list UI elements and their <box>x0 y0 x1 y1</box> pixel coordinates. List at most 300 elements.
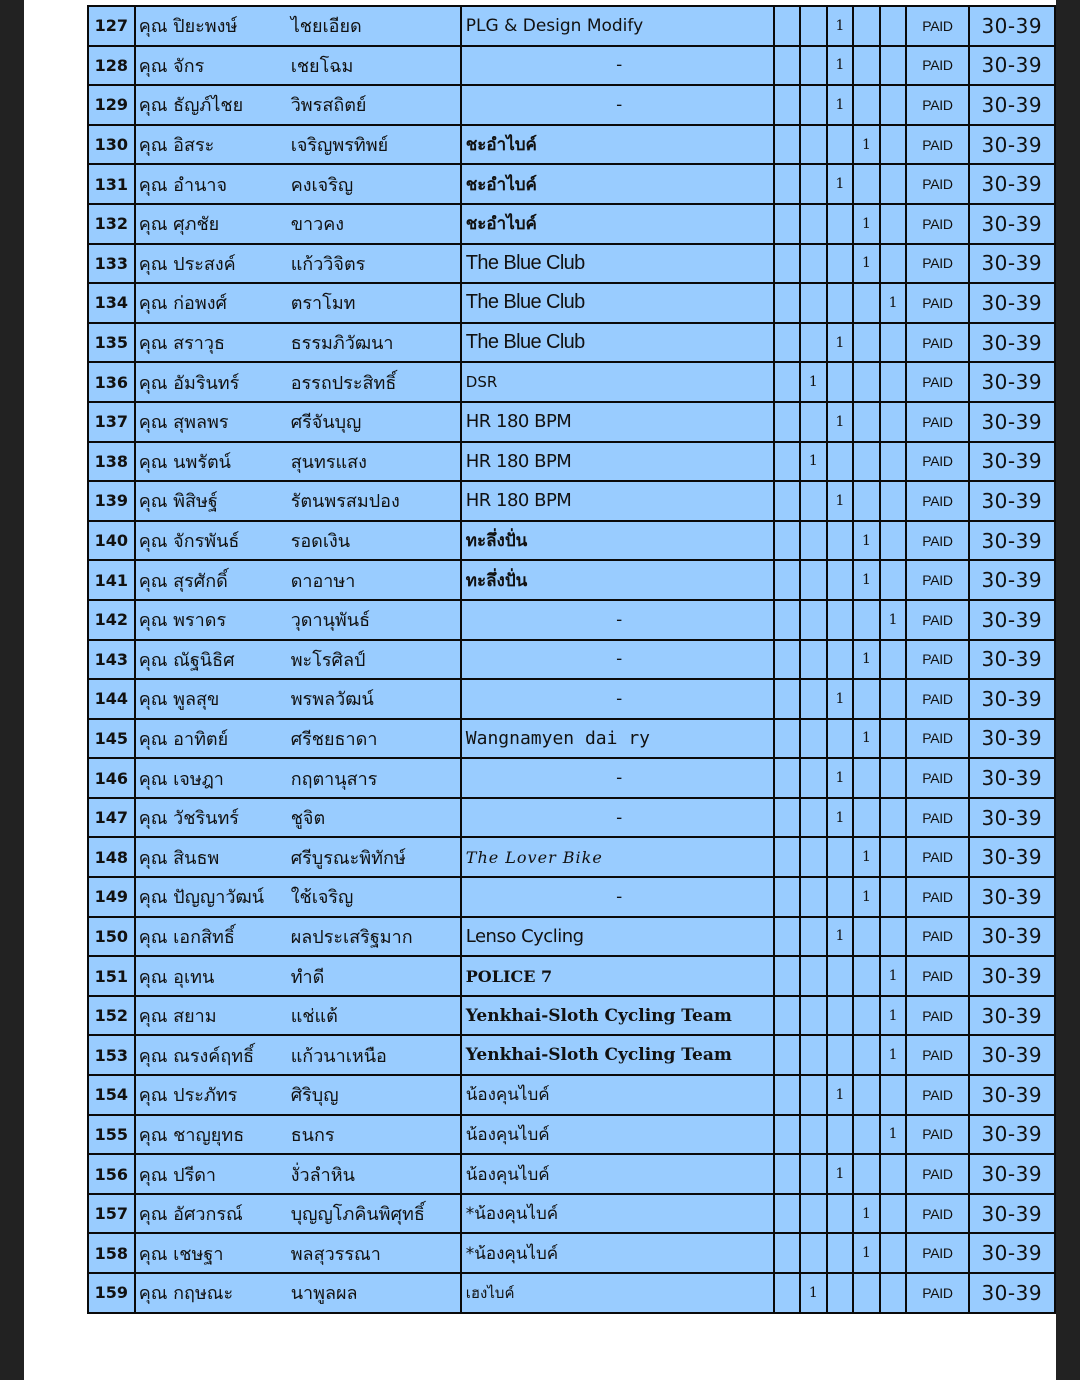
category-count-2 <box>800 917 827 957</box>
category-count-5 <box>880 125 907 165</box>
last-name: ขาวคง <box>290 214 345 236</box>
team-name: HR 180 BPM <box>461 481 774 521</box>
participant-table <box>87 5 1056 1314</box>
full-name-cell <box>135 1115 461 1155</box>
last-name: พรพลวัฒน์ <box>290 689 374 711</box>
category-count-1 <box>774 877 800 917</box>
age-group: 30-39 <box>969 125 1055 165</box>
category-count-4: 1 <box>853 640 880 680</box>
last-name: ใช้เจริญ <box>290 887 354 909</box>
last-name: พลสุวรรณา <box>290 1243 381 1265</box>
team-name: Yenkhai-Sloth Cycling Team <box>461 1035 774 1075</box>
full-name-cell <box>135 560 461 600</box>
participant-table-body <box>88 6 1055 1313</box>
table-row <box>88 640 1055 680</box>
category-count-3 <box>827 1194 854 1234</box>
full-name-cell <box>135 323 461 363</box>
payment-status: PAID <box>906 1075 968 1115</box>
category-count-1 <box>774 1035 800 1075</box>
table-row <box>88 362 1055 402</box>
row-number: 152 <box>88 996 135 1036</box>
table-row <box>88 46 1055 86</box>
category-count-1 <box>774 442 800 482</box>
table-row <box>88 1115 1055 1155</box>
category-count-1 <box>774 46 800 86</box>
first-name: คุณ อุเทน <box>138 966 215 988</box>
category-count-1 <box>774 996 800 1036</box>
category-count-3: 1 <box>827 164 854 204</box>
row-number: 155 <box>88 1115 135 1155</box>
payment-status: PAID <box>906 1115 968 1155</box>
first-name: คุณ ก่อพงศ์ <box>138 293 227 315</box>
full-name-cell <box>135 600 461 640</box>
category-count-4 <box>853 481 880 521</box>
age-group: 30-39 <box>969 6 1055 46</box>
payment-status: PAID <box>906 917 968 957</box>
category-count-2 <box>800 402 827 442</box>
category-count-5: 1 <box>880 956 907 996</box>
category-count-2 <box>800 1115 827 1155</box>
category-count-3: 1 <box>827 402 854 442</box>
category-count-3: 1 <box>827 679 854 719</box>
last-name: คงเจริญ <box>290 174 354 196</box>
payment-status: PAID <box>906 283 968 323</box>
category-count-4 <box>853 1273 880 1313</box>
last-name: ดาอาษา <box>290 570 356 592</box>
team-name: - <box>461 600 774 640</box>
category-count-4 <box>853 46 880 86</box>
team-name: น้องคุนไบค์ <box>461 1075 774 1115</box>
category-count-3: 1 <box>827 85 854 125</box>
last-name: แช่แต้ <box>290 1006 338 1028</box>
age-group: 30-39 <box>969 679 1055 719</box>
table-row <box>88 917 1055 957</box>
first-name: คุณ สินธพ <box>138 847 220 869</box>
first-name: คุณ วัชรินทร์ <box>138 808 239 830</box>
team-name: - <box>461 640 774 680</box>
category-count-3 <box>827 362 854 402</box>
first-name: คุณ เจษฎา <box>138 768 224 790</box>
last-name: แก้วนาเหนือ <box>290 1045 387 1067</box>
category-count-1 <box>774 1273 800 1313</box>
team-name: ชะอำไบค์ <box>461 164 774 204</box>
category-count-5 <box>880 402 907 442</box>
category-count-1 <box>774 362 800 402</box>
category-count-4: 1 <box>853 204 880 244</box>
full-name-cell <box>135 1273 461 1313</box>
row-number: 129 <box>88 85 135 125</box>
category-count-5 <box>880 442 907 482</box>
age-group: 30-39 <box>969 46 1055 86</box>
table-row <box>88 85 1055 125</box>
category-count-5 <box>880 798 907 838</box>
category-count-4 <box>853 798 880 838</box>
category-count-4: 1 <box>853 877 880 917</box>
payment-status: PAID <box>906 600 968 640</box>
last-name: ไชยเอียด <box>290 16 362 38</box>
table-row <box>88 323 1055 363</box>
category-count-1 <box>774 125 800 165</box>
category-count-2 <box>800 679 827 719</box>
full-name-cell <box>135 481 461 521</box>
team-name: ทะลึ่งปั่น <box>461 521 774 561</box>
category-count-4 <box>853 85 880 125</box>
payment-status: PAID <box>906 481 968 521</box>
age-group: 30-39 <box>969 640 1055 680</box>
category-count-3: 1 <box>827 758 854 798</box>
team-name: Lenso Cycling <box>461 917 774 957</box>
category-count-5: 1 <box>880 283 907 323</box>
payment-status: PAID <box>906 125 968 165</box>
age-group: 30-39 <box>969 1194 1055 1234</box>
category-count-4 <box>853 1035 880 1075</box>
payment-status: PAID <box>906 679 968 719</box>
row-number: 153 <box>88 1035 135 1075</box>
category-count-3: 1 <box>827 1154 854 1194</box>
row-number: 157 <box>88 1194 135 1234</box>
category-count-1 <box>774 719 800 759</box>
category-count-4: 1 <box>853 521 880 561</box>
full-name-cell <box>135 283 461 323</box>
last-name: นาพูลผล <box>290 1283 358 1305</box>
team-name: The Lover Bike <box>461 837 774 877</box>
category-count-4 <box>853 323 880 363</box>
category-count-3 <box>827 640 854 680</box>
category-count-2 <box>800 798 827 838</box>
team-name: - <box>461 85 774 125</box>
category-count-5 <box>880 164 907 204</box>
row-number: 158 <box>88 1233 135 1273</box>
last-name: ธรรมภิวัฒนา <box>290 333 394 355</box>
first-name: คุณ จักรพันธ์ <box>138 531 240 553</box>
first-name: คุณ เชษฐา <box>138 1243 224 1265</box>
category-count-3 <box>827 521 854 561</box>
last-name: พะโรศิลป์ <box>290 649 366 671</box>
table-row <box>88 442 1055 482</box>
table-row <box>88 996 1055 1036</box>
team-name: - <box>461 758 774 798</box>
payment-status: PAID <box>906 521 968 561</box>
category-count-3 <box>827 956 854 996</box>
full-name-cell <box>135 877 461 917</box>
team-name: *น้องคุนไบค์ <box>461 1194 774 1234</box>
first-name: คุณ อาทิตย์ <box>138 728 229 750</box>
category-count-2 <box>800 481 827 521</box>
payment-status: PAID <box>906 1233 968 1273</box>
full-name-cell <box>135 956 461 996</box>
first-name: คุณ กฤษณะ <box>138 1283 234 1305</box>
category-count-5: 1 <box>880 600 907 640</box>
team-name: HR 180 BPM <box>461 442 774 482</box>
category-count-4 <box>853 6 880 46</box>
full-name-cell <box>135 204 461 244</box>
payment-status: PAID <box>906 6 968 46</box>
full-name-cell <box>135 362 461 402</box>
category-count-3 <box>827 1115 854 1155</box>
row-number: 134 <box>88 283 135 323</box>
category-count-2 <box>800 46 827 86</box>
row-number: 136 <box>88 362 135 402</box>
full-name-cell <box>135 402 461 442</box>
category-count-5 <box>880 244 907 284</box>
row-number: 132 <box>88 204 135 244</box>
full-name-cell <box>135 1194 461 1234</box>
age-group: 30-39 <box>969 1154 1055 1194</box>
first-name: คุณ ณัฐนิธิศ <box>138 649 235 671</box>
category-count-3 <box>827 600 854 640</box>
age-group: 30-39 <box>969 837 1055 877</box>
category-count-4 <box>853 402 880 442</box>
payment-status: PAID <box>906 164 968 204</box>
category-count-2 <box>800 719 827 759</box>
full-name-cell <box>135 244 461 284</box>
first-name: คุณ พูลสุข <box>138 689 220 711</box>
category-count-3 <box>827 125 854 165</box>
team-name: POLICE 7 <box>461 956 774 996</box>
category-count-3: 1 <box>827 1075 854 1115</box>
age-group: 30-39 <box>969 85 1055 125</box>
payment-status: PAID <box>906 758 968 798</box>
payment-status: PAID <box>906 956 968 996</box>
table-row <box>88 877 1055 917</box>
row-number: 150 <box>88 917 135 957</box>
category-count-1 <box>774 640 800 680</box>
age-group: 30-39 <box>969 521 1055 561</box>
last-name: บุญญโภคินพิศุทธิ์ <box>290 1204 425 1226</box>
team-name: - <box>461 798 774 838</box>
category-count-1 <box>774 1233 800 1273</box>
category-count-2 <box>800 283 827 323</box>
category-count-2 <box>800 837 827 877</box>
first-name: คุณ อำนาจ <box>138 174 228 196</box>
row-number: 144 <box>88 679 135 719</box>
table-row <box>88 1233 1055 1273</box>
table-row <box>88 758 1055 798</box>
category-count-1 <box>774 204 800 244</box>
category-count-5: 1 <box>880 996 907 1036</box>
category-count-1 <box>774 521 800 561</box>
table-row <box>88 204 1055 244</box>
payment-status: PAID <box>906 85 968 125</box>
full-name-cell <box>135 1154 461 1194</box>
category-count-3 <box>827 1035 854 1075</box>
row-number: 128 <box>88 46 135 86</box>
table-row <box>88 125 1055 165</box>
age-group: 30-39 <box>969 1075 1055 1115</box>
table-row <box>88 6 1055 46</box>
table-row <box>88 244 1055 284</box>
age-group: 30-39 <box>969 1035 1055 1075</box>
category-count-4 <box>853 1075 880 1115</box>
team-name: DSR <box>461 362 774 402</box>
category-count-2 <box>800 85 827 125</box>
age-group: 30-39 <box>969 481 1055 521</box>
full-name-cell <box>135 164 461 204</box>
team-name: *น้องคุนไบค์ <box>461 1233 774 1273</box>
row-number: 154 <box>88 1075 135 1115</box>
category-count-2: 1 <box>800 1273 827 1313</box>
payment-status: PAID <box>906 1035 968 1075</box>
category-count-5 <box>880 204 907 244</box>
category-count-4: 1 <box>853 837 880 877</box>
full-name-cell <box>135 442 461 482</box>
full-name-cell <box>135 798 461 838</box>
team-name: ชะอำไบค์ <box>461 125 774 165</box>
table-row <box>88 837 1055 877</box>
first-name: คุณ ประสงค์ <box>138 253 236 275</box>
first-name: คุณ ณรงค์ฤทธิ์ <box>138 1045 255 1067</box>
category-count-5 <box>880 877 907 917</box>
category-count-1 <box>774 85 800 125</box>
category-count-1 <box>774 679 800 719</box>
first-name: คุณ ปรีดา <box>138 1164 217 1186</box>
table-row <box>88 560 1055 600</box>
category-count-2 <box>800 6 827 46</box>
category-count-1 <box>774 6 800 46</box>
last-name: เชยโฉม <box>290 55 354 77</box>
full-name-cell <box>135 679 461 719</box>
last-name: ธนกร <box>290 1124 335 1146</box>
row-number: 143 <box>88 640 135 680</box>
last-name: ศรีจันบุญ <box>290 412 362 434</box>
category-count-4 <box>853 442 880 482</box>
first-name: คุณ ประภัทร <box>138 1085 238 1107</box>
first-name: คุณ นพรัตน์ <box>138 451 231 473</box>
payment-status: PAID <box>906 442 968 482</box>
row-number: 139 <box>88 481 135 521</box>
age-group: 30-39 <box>969 442 1055 482</box>
age-group: 30-39 <box>969 917 1055 957</box>
category-count-5 <box>880 1194 907 1234</box>
category-count-3 <box>827 442 854 482</box>
category-count-3: 1 <box>827 481 854 521</box>
last-name: งั่วลำหิน <box>290 1164 355 1186</box>
category-count-4: 1 <box>853 1194 880 1234</box>
row-number: 135 <box>88 323 135 363</box>
first-name: คุณ สยาม <box>138 1006 217 1028</box>
row-number: 127 <box>88 6 135 46</box>
full-name-cell <box>135 85 461 125</box>
payment-status: PAID <box>906 837 968 877</box>
full-name-cell <box>135 1075 461 1115</box>
row-number: 140 <box>88 521 135 561</box>
last-name: วิพรสถิตย์ <box>290 95 367 117</box>
last-name: ตราโมท <box>290 293 356 315</box>
category-count-4 <box>853 362 880 402</box>
category-count-5 <box>880 362 907 402</box>
row-number: 131 <box>88 164 135 204</box>
category-count-3 <box>827 560 854 600</box>
team-name: The Blue Club <box>461 323 774 363</box>
last-name: แก้ววิจิตร <box>290 253 366 275</box>
last-name: ทำดี <box>290 966 325 988</box>
category-count-3: 1 <box>827 917 854 957</box>
full-name-cell <box>135 1035 461 1075</box>
team-name: น้องคุนไบค์ <box>461 1115 774 1155</box>
category-count-1 <box>774 164 800 204</box>
last-name: ศิริบุญ <box>290 1085 339 1107</box>
last-name: รอดเงิน <box>290 531 351 553</box>
team-name: HR 180 BPM <box>461 402 774 442</box>
category-count-1 <box>774 481 800 521</box>
category-count-5 <box>880 560 907 600</box>
document-page <box>24 0 1056 1380</box>
table-row <box>88 1154 1055 1194</box>
team-name: PLG & Design Modify <box>461 6 774 46</box>
payment-status: PAID <box>906 1194 968 1234</box>
team-name: The Blue Club <box>461 244 774 284</box>
category-count-2 <box>800 323 827 363</box>
last-name: ศรีบูรณะพิทักษ์ <box>290 847 406 869</box>
category-count-4 <box>853 917 880 957</box>
age-group: 30-39 <box>969 1115 1055 1155</box>
age-group: 30-39 <box>969 164 1055 204</box>
table-row <box>88 1194 1055 1234</box>
category-count-5 <box>880 1075 907 1115</box>
first-name: คุณ อิสระ <box>138 135 215 157</box>
category-count-5 <box>880 1233 907 1273</box>
category-count-2 <box>800 560 827 600</box>
table-row <box>88 481 1055 521</box>
team-name: The Blue Club <box>461 283 774 323</box>
age-group: 30-39 <box>969 244 1055 284</box>
category-count-1 <box>774 1194 800 1234</box>
row-number: 159 <box>88 1273 135 1313</box>
first-name: คุณ เอกสิทธิ์ <box>138 926 235 948</box>
last-name: ผลประเสริฐมาก <box>290 926 413 948</box>
category-count-4 <box>853 164 880 204</box>
last-name: รัตนพรสมปอง <box>290 491 400 513</box>
table-row <box>88 1075 1055 1115</box>
team-name: - <box>461 679 774 719</box>
team-name: - <box>461 877 774 917</box>
payment-status: PAID <box>906 46 968 86</box>
category-count-5 <box>880 679 907 719</box>
row-number: 148 <box>88 837 135 877</box>
category-count-3: 1 <box>827 46 854 86</box>
age-group: 30-39 <box>969 560 1055 600</box>
age-group: 30-39 <box>969 1273 1055 1313</box>
category-count-2 <box>800 996 827 1036</box>
age-group: 30-39 <box>969 1233 1055 1273</box>
table-row <box>88 1035 1055 1075</box>
age-group: 30-39 <box>969 719 1055 759</box>
category-count-4 <box>853 283 880 323</box>
category-count-1 <box>774 1115 800 1155</box>
category-count-5 <box>880 481 907 521</box>
category-count-4 <box>853 996 880 1036</box>
age-group: 30-39 <box>969 877 1055 917</box>
last-name: สุนทรแสง <box>290 451 367 473</box>
category-count-3 <box>827 204 854 244</box>
category-count-3 <box>827 837 854 877</box>
table-row <box>88 798 1055 838</box>
payment-status: PAID <box>906 640 968 680</box>
payment-status: PAID <box>906 1273 968 1313</box>
category-count-5 <box>880 1154 907 1194</box>
last-name: อรรถประสิทธิ์ <box>290 372 397 394</box>
category-count-1 <box>774 244 800 284</box>
category-count-1 <box>774 1075 800 1115</box>
category-count-3 <box>827 1273 854 1313</box>
category-count-4: 1 <box>853 560 880 600</box>
team-name: Wangnamyen dai ry <box>461 719 774 759</box>
category-count-2 <box>800 956 827 996</box>
row-number: 146 <box>88 758 135 798</box>
category-count-3: 1 <box>827 323 854 363</box>
category-count-5: 1 <box>880 1035 907 1075</box>
category-count-3 <box>827 719 854 759</box>
